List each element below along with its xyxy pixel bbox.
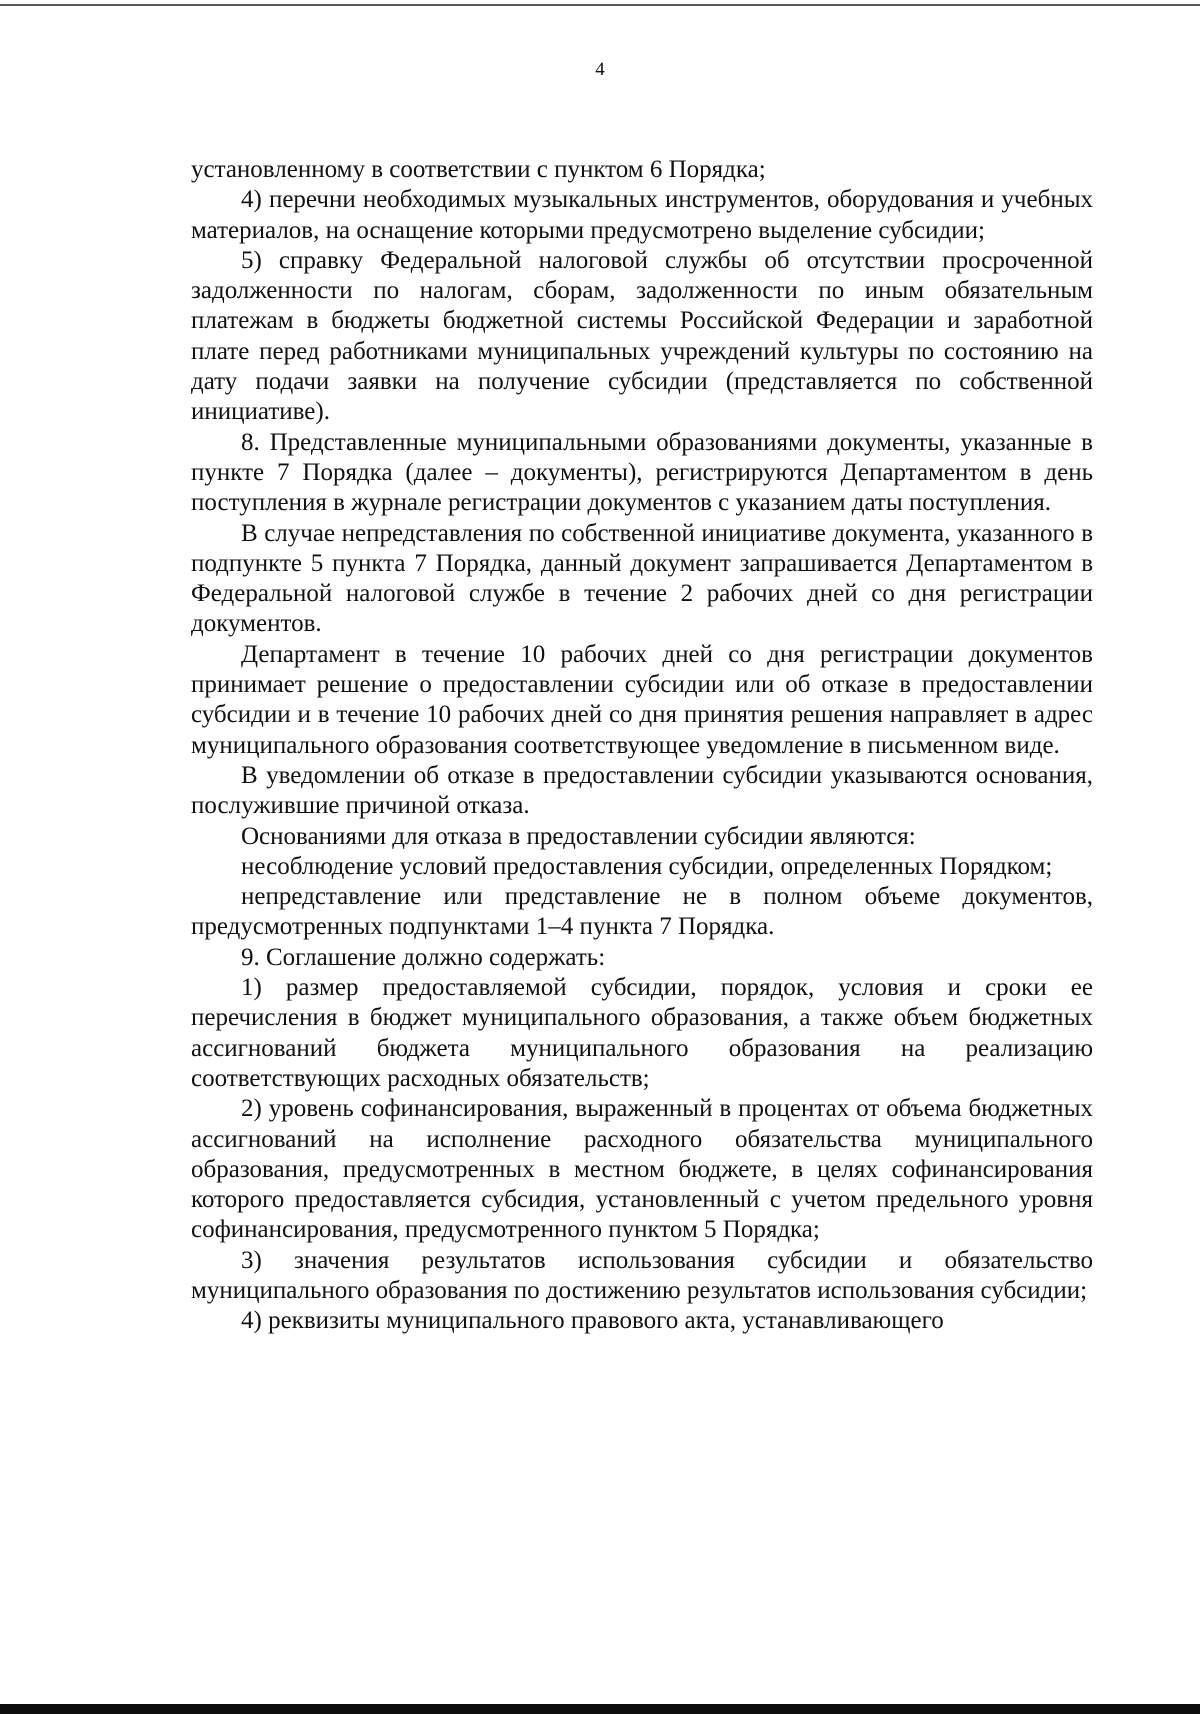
paragraph-ground-missing-documents: непредставление или представление не в полном объеме документов, предусмотренных подпунктами 1–4 пункта 7 Порядка. [191,883,1093,941]
page-number: 4 [595,59,605,80]
paragraph-decision: Департамент в течение 10 рабочих дней со дня регистрации документов принимает решение о предоставлении субсидии или об отказе в предоставлении субсидии и в течение 10 рабочих дней со дня принятия решения направляет в адрес муниципального образования соответствующее уведомление в письменном виде. [191,640,1093,759]
paragraph-agreement-item-1: 1) размер предоставляемой субсидии, порядок, условия и сроки ее перечисления в бюджет муниципального образования, а также объем бюджетных ассигнований бюджета муниципального образования на реализацию соответствующих расходных обязательств; [191,974,1093,1092]
scan-bottom-edge-band [0,1704,1200,1714]
paragraph-item-4-instruments: 4) перечни необходимых музыкальных инструментов, оборудования и учебных материалов, на оснащение которыми предусмотрено выделение субсидии; [191,186,1093,244]
paragraph-continuation: установленному в соответствии с пунктом 6 Порядка; [191,156,766,183]
paragraph-document-request: В случае непредставления по собственной инициативе документа, указанного в подпункте 5 пункта 7 Порядка, данный документ запрашивается Департаментом в Федеральной налоговой службе в течение 2 рабочих дней со дня регистрации документов. [191,519,1093,638]
paragraph-agreement-item-3: 3) значения результатов использования субсидии и обязательство муниципального образования по достижению результатов использования субсидии; [191,1246,1093,1304]
paragraph-item-5-tax-certificate: 5) справку Федеральной налоговой службы об отсутствии просроченной задолженности по налогам, сборам, задолженности по иным обязательным платежам в бюджеты бюджетной системы Российской Федерации и заработной плате перед работниками муниципальных учреждений культуры по состоянию на дату подачи заявки на получение субсидии (представляется по собственной инициативе). [191,246,1093,426]
paragraph-refusal-notice: В уведомлении об отказе в предоставлении субсидии указываются основания, послужившие причиной отказа. [191,761,1093,820]
paragraph-clause-9: 9. Соглашение должно содержать: [241,943,606,971]
paragraph-agreement-item-4: 4) реквизиты муниципального правового акта, устанавливающего [241,1307,944,1335]
document-body [191,155,1093,1337]
paragraph-agreement-item-2: 2) уровень софинансирования, выраженный в процентах от объема бюджетных ассигнований на исполнение расходного обязательства муниципального образования, предусмотренных в местном бюджете, в целях софинансирования которого предоставляется субсидия, установленный с учетом предельного уровня софинансирования, предусмотренного пунктом 5 Порядка; [191,1095,1093,1244]
scan-top-edge-line [0,4,1200,6]
paragraph-clause-8: 8. Представленные муниципальными образованиями документы, указанные в пункте 7 Порядка (далее – документы), регистрируются Департаментом в день поступления в журнале регистрации документов с указанием даты поступления. [191,428,1093,517]
paragraph-ground-noncompliance: несоблюдение условий предоставления субсидии, определенных Порядком; [241,852,1053,880]
paragraph-refusal-grounds: Основаниями для отказа в предоставлении субсидии являются: [241,822,916,850]
